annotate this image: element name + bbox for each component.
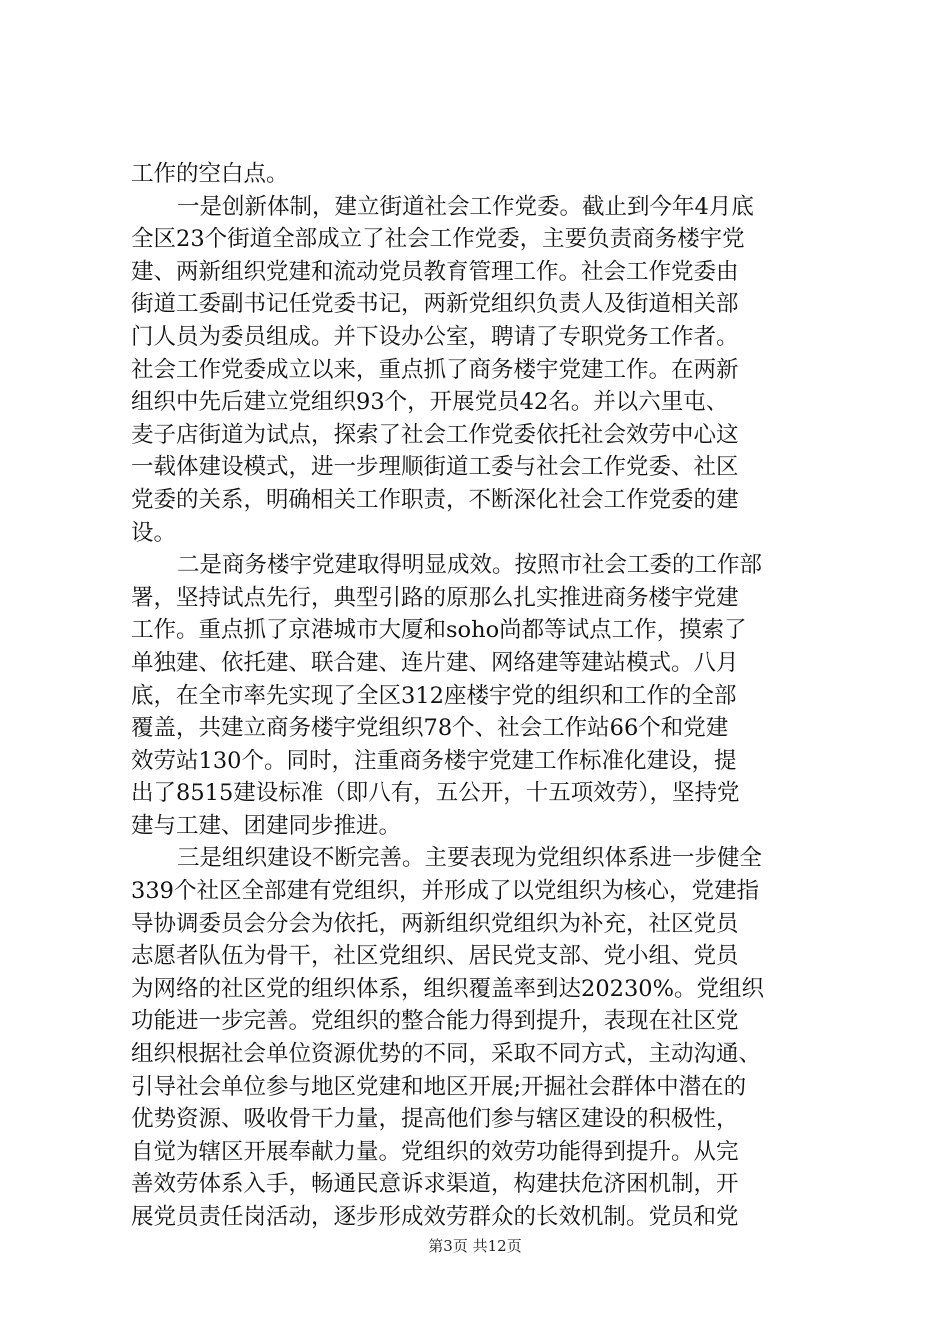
- text-line: 门人员为委员组成。并下设办公室，聘请了专职党务工作者。: [131, 323, 739, 350]
- text-line: 优势资源、吸收骨干力量，提高他们参与辖区建设的积极性，: [131, 1106, 739, 1133]
- text-line: 单独建、依托建、联合建、连片建、网络建等建站模式。八月: [131, 649, 739, 676]
- text-line: 引导社会单位参与地区党建和地区开展;开掘社会群体中潜在的: [131, 1073, 747, 1100]
- text-line: 建与工建、团建同步推进。: [131, 812, 402, 839]
- text-line: 工作的空白点。: [131, 161, 289, 187]
- text-line: 底，在全市率先实现了全区312座楼宇党的组织和工作的全部: [131, 682, 737, 709]
- text-line: 设。: [131, 519, 177, 546]
- text-line: 工作。重点抓了京港城市大厦和soho尚都等试点工作，摸索了: [131, 617, 747, 644]
- text-line: 建、两新组织党建和流动党员教育管理工作。社会工作党委由: [131, 258, 739, 285]
- text-line: 组织中先后建立党组织93个，开展党员42名。并以六里屯、: [131, 389, 729, 416]
- paragraph-start-line: 三是组织建设不断完善。主要表现为党组织体系进一步健全: [177, 845, 763, 872]
- text-line: 党委的关系，明确相关工作职责，不断深化社会工作党委的建: [131, 486, 739, 513]
- body-text: [131, 158, 831, 1234]
- text-line: 社会工作党委成立以来，重点抓了商务楼宇党建工作。在两新: [131, 356, 739, 383]
- text-line: 自觉为辖区开展奉献力量。党组织的效劳功能得到提升。从完: [131, 1138, 739, 1165]
- text-line: 功能进一步完善。党组织的整合能力得到提升，表现在社区党: [131, 1008, 739, 1035]
- text-line: 效劳站130个。同时，注重商务楼宇党建工作标准化建设，提: [131, 747, 737, 774]
- text-line: 组织根据社会单位资源优势的不同，采取不同方式，主动沟通、: [131, 1041, 762, 1068]
- text-line: 覆盖，共建立商务楼宇党组织78个、社会工作站66个和党建: [131, 715, 729, 742]
- page-number-footer: 第3页 共12页: [428, 1237, 522, 1255]
- text-line: 为网络的社区党的组织体系，组织覆盖率到达20230%。党组织: [131, 975, 764, 1002]
- text-line: 导协调委员会分会为依托，两新组织党组织为补充，社区党员: [131, 910, 739, 937]
- text-line: 麦子店街道为试点，探索了社会工作党委依托社会效劳中心这: [131, 421, 739, 448]
- text-line: 街道工委副书记任党委书记，两新党组织负责人及街道相关部: [131, 291, 739, 318]
- text-line: 善效劳体系入手，畅通民意诉求渠道，构建扶危济困机制，开: [131, 1171, 739, 1198]
- text-line: 339个社区全部建有党组织，并形成了以党组织为核心，党建指: [131, 878, 759, 905]
- paragraph-start-line: 一是创新体制，建立街道社会工作党委。截止到今年4月底: [177, 193, 754, 220]
- text-line: 全区23个街道全部成立了社会工作党委，主要负责商务楼宇党: [131, 226, 745, 253]
- text-line: 展党员责任岗活动，逐步形成效劳群众的长效机制。党员和党: [131, 1204, 739, 1230]
- text-line: 志愿者队伍为骨干，社区党组织、居民党支部、党小组、党员: [131, 943, 739, 970]
- text-line: 署，坚持试点先行，典型引路的原那么扎实推进商务楼宇党建: [131, 584, 739, 611]
- text-line: 出了8515建设标准（即八有，五公开，十五项效劳），坚持党: [131, 780, 740, 807]
- text-line: 一载体建设模式，进一步理顺街道工委与社会工作党委、社区: [131, 454, 739, 481]
- paragraph-start-line: 二是商务楼宇党建取得明显成效。按照市社会工委的工作部: [177, 552, 763, 579]
